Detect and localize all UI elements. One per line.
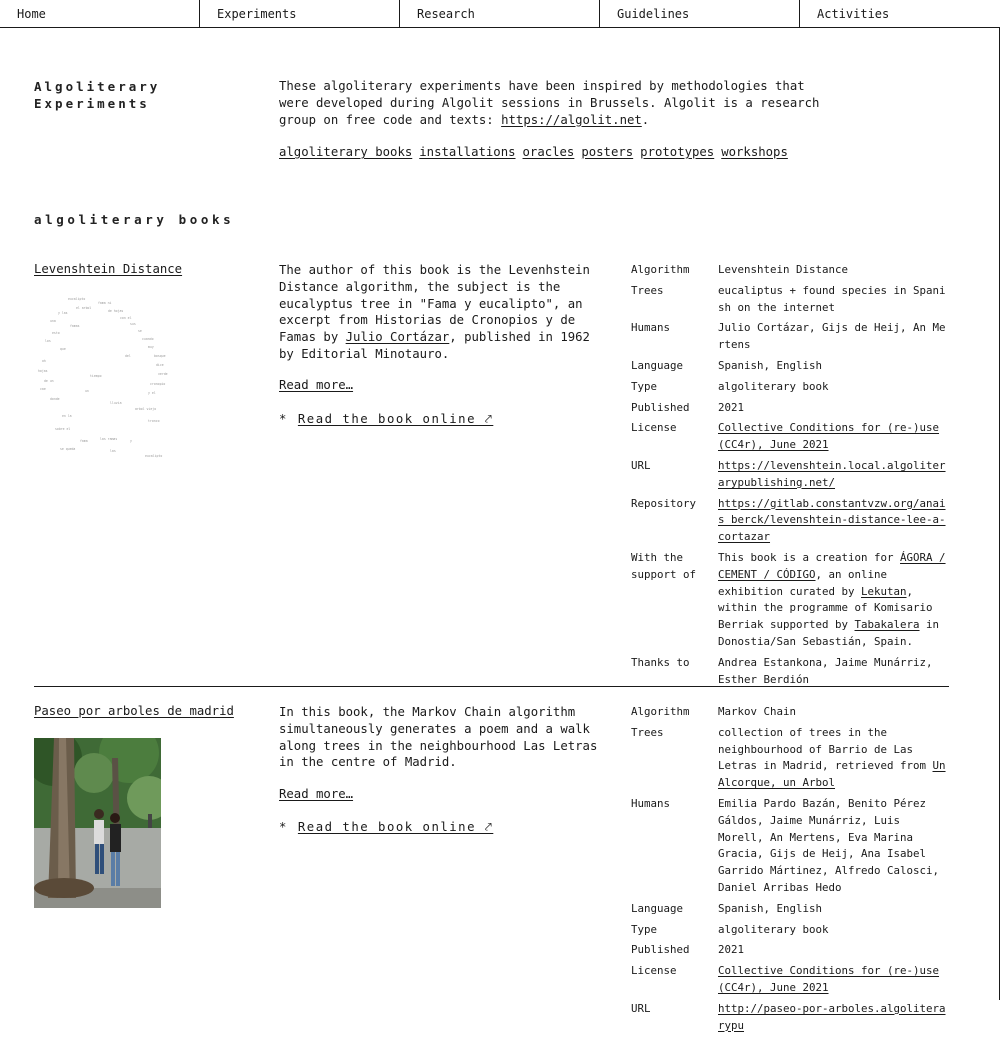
svg-text:sus: sus [130,322,136,326]
meta-row-url [631,1001,951,1035]
svg-text:una: una [50,319,56,323]
meta-row-humans [631,320,951,354]
meta-row-language [631,901,951,918]
page-title-line1: Algoliterary [34,79,161,94]
intro-text: These algoliterary experiments have been inspired by methodologies that were developed during Algolit sessions in Brussels. Algolit is a research group on free code and texts: [279,79,820,127]
link-prototypes[interactable]: prototypes [640,145,715,159]
meta-row-algorithm [631,704,951,721]
svg-text:lluvia: lluvia [110,401,122,405]
book-metadata-levenshtein [631,262,951,692]
meta-key: Type [631,922,658,936]
meta-value: Levenshtein Distance [718,263,849,276]
svg-text:cae: cae [40,387,46,391]
algolit-link[interactable]: https://algolit.net [501,112,642,127]
meta-row-algorithm [631,262,951,279]
meta-key: Algorithm [631,705,690,718]
meta-value: Spanish, English [718,358,823,372]
meta-value [718,550,947,651]
meta-key: License [631,964,677,978]
book-description-levenshtein [279,262,604,363]
svg-text:esto: esto [52,331,60,335]
meta-key: Language [631,358,684,372]
link-algoliterary-books[interactable]: algoliterary books [279,145,413,159]
book-desc-text: The author of this book is the Levenhstein Distance algorithm, the subject is the eucalyptus tree in "Fama y eucalipto", an excerpt from Historias de Cronopios y de Famas by [279,263,590,345]
agora-link[interactable]: ÁGORA / CEMENT / CÓDIGO [718,550,946,581]
meta-value: Andrea Estankona, Jaime Munárriz, Esther Berdión [718,655,933,686]
meta-row-trees [631,283,951,317]
book-metadata-paseo [631,704,951,1038]
meta-value: 2021 [718,400,745,414]
meta-row-license [631,420,951,454]
meta-row-published [631,942,951,959]
nav-research[interactable]: Research [400,0,600,28]
svg-text:y: y [130,439,132,443]
link-workshops[interactable]: workshops [721,145,788,159]
svg-text:bosque: bosque [154,354,166,358]
meta-key: URL [631,458,651,472]
meta-row-url [631,458,951,492]
url-link[interactable]: http://paseo-por-arboles.algoliterarypu [718,1001,946,1032]
meta-key: Algorithm [631,263,690,276]
julio-cortazar-link[interactable]: Julio Cortázar [345,330,450,345]
svg-text:eucalipto: eucalipto [68,297,86,301]
meta-row-type [631,379,951,396]
svg-text:que: que [60,347,66,351]
svg-text:muy: muy [148,345,154,349]
meta-value: 2021 [718,943,745,957]
support-text: , an online exhibition curated by [718,567,888,598]
svg-text:eucalipto: eucalipto [145,454,163,458]
meta-key: Humans [631,796,671,810]
meta-key: URL [631,1001,651,1015]
meta-row-repository [631,496,951,546]
meta-row-humans [631,796,951,897]
meta-row-license [631,963,951,997]
meta-key: License [631,421,677,435]
license-link[interactable]: Collective Conditions for (re-)use (CC4r), June 2021 [718,421,940,452]
meta-row-support [631,550,951,651]
svg-text:los: los [45,339,51,343]
read-more-link[interactable]: Read more… [279,787,354,801]
svg-text:y las: y las [58,311,68,315]
svg-text:y el: y el [148,391,156,395]
meta-key: Trees [631,725,664,739]
top-navigation [0,0,1000,28]
svg-text:con el: con el [120,316,132,320]
svg-text:el arbol: el arbol [76,306,92,310]
section-title: algoliterary books [34,212,235,227]
svg-text:tronco: tronco [148,419,160,423]
support-text: , within the programme of Komisario Berriak supported by [718,584,933,632]
meta-row-type [631,922,951,939]
paseo-cover-photo [34,738,161,908]
meta-row-language [631,358,951,375]
svg-text:sobre el: sobre el [55,427,71,431]
support-text: in Donostia/San Sebastián, Spain. [718,618,940,648]
svg-text:dice: dice [156,363,164,367]
link-posters[interactable]: posters [581,145,634,159]
meta-row-thanks [631,655,951,689]
link-installations[interactable]: installations [419,145,516,159]
meta-value: eucaliptus + found species in Spanish on the internet [718,283,946,314]
intro-paragraph [279,78,839,128]
link-oracles[interactable]: oracles [522,145,575,159]
meta-key-line1: With the [631,550,684,564]
book-title-levenshtein[interactable]: Levenshtein Distance [34,262,183,276]
svg-text:de hojas: de hojas [108,309,124,313]
book-divider [34,686,949,687]
trees-text: collection of trees in the neighbourhood of Barrio de Las Letras in Madrid, retrieved from [718,725,933,773]
meta-row-published [631,400,951,417]
url-link[interactable]: https://levenshtein.local.algoliterarypublishing.net/ [718,458,946,489]
svg-text:las ramas: las ramas [100,437,118,441]
svg-text:cuando: cuando [142,337,154,341]
meta-key [631,550,718,651]
read-online-row [279,820,493,835]
svg-text:se: se [138,329,142,333]
nav-home[interactable]: Home [0,0,200,28]
svg-text:en la: en la [62,414,72,418]
svg-text:fama: fama [80,439,88,443]
svg-text:se queda: se queda [60,447,76,451]
meta-value: algoliterary book [718,379,829,393]
intro-text-end: . [641,112,650,127]
meta-key-line2: support of [631,567,697,581]
svg-text:verde: verde [158,372,168,376]
svg-text:tiempo: tiempo [90,374,102,378]
meta-value: Markov Chain [718,705,797,718]
meta-key: Thanks to [631,655,690,669]
meta-key: Language [631,901,684,915]
repository-link[interactable]: https://gitlab.constantvzw.org/anais_berck/levenshtein-distance-lee-a-cortazar [718,496,946,544]
meta-key: Repository [631,496,697,510]
read-online-row [279,412,493,427]
support-text: This book is a creation for [718,550,901,564]
nav-experiments[interactable]: Experiments [200,0,400,28]
book-title-paseo[interactable]: Paseo por arboles de madrid [34,704,234,718]
star-bullet: * [279,412,288,426]
meta-value [718,725,947,792]
meta-key: Published [631,943,690,957]
book-description-paseo: In this book, the Markov Chain algorithm simultaneously generates a poem and a walk along trees in the neighbourhood Las Letras in the centre of Madrid. [279,705,598,770]
svg-text:fama ni: fama ni [98,301,112,305]
meta-row-trees [631,725,951,792]
meta-key: Type [631,379,658,393]
read-more-link[interactable]: Read more… [279,378,354,392]
star-bullet: * [279,820,288,834]
nav-guidelines[interactable]: Guidelines [600,0,800,28]
meta-value: Julio Cortázar, Gijs de Heij, An Mertens [718,321,946,352]
tabakalera-link[interactable]: Tabakalera [854,618,920,632]
meta-value: algoliterary book [718,922,829,936]
lekutan-link[interactable]: Lekutan [861,584,907,598]
svg-text:arbol viejo: arbol viejo [135,407,157,411]
category-links [279,145,795,159]
svg-text:cronopio: cronopio [150,382,166,386]
meta-key: Trees [631,283,664,297]
alcorque-link[interactable]: Un Alcorque, un Arbol [718,759,946,790]
svg-text:hojas: hojas [38,369,48,373]
svg-text:las: las [110,449,116,453]
read-online-link[interactable]: Read the book online ⤤ [297,820,494,834]
page-title [34,78,234,112]
svg-text:donde: donde [50,397,60,401]
meta-value: Emilia Pardo Bazán, Benito Pérez Gáldos, Jaime Munárriz, Luis Morell, An Mertens, Eva Marina Gracia, Gijs de Heij, Ana Isabel Garrido Mártinez, Alfredo Calosci, Daniel Arribas Hedo [718,796,940,894]
svg-text:de un: de un [44,379,54,383]
license-link[interactable]: Collective Conditions for (re-)use (CC4r), June 2021 [718,964,940,994]
levenshtein-cover-image [30,292,190,462]
svg-text:del: del [125,354,131,358]
svg-text:oh: oh [42,359,46,363]
meta-value: Spanish, English [718,901,823,915]
read-online-link[interactable]: Read the book online ⤤ [297,412,494,426]
meta-key: Published [631,400,690,414]
page-title-line2: Experiments [34,96,150,111]
nav-activities[interactable]: Activities [817,7,890,21]
book-desc-text-end: , published in 1962 by Editorial Minotauro. [279,330,590,361]
svg-text:un: un [85,389,89,393]
meta-key: Humans [631,321,671,335]
svg-text:famas: famas [70,324,80,328]
